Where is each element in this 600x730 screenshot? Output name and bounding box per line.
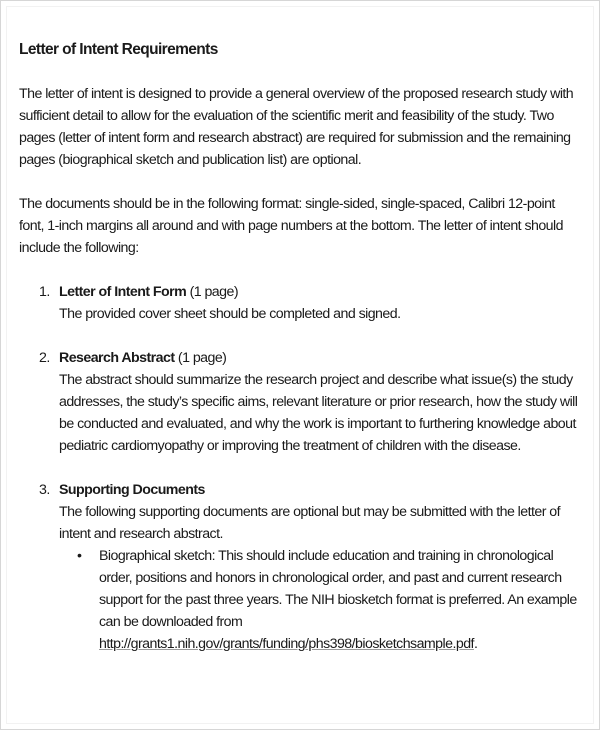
- supporting-documents-list: [59, 545, 579, 655]
- bullet-trailing: .: [473, 636, 478, 652]
- bullet-icon: •: [77, 548, 82, 564]
- item-heading: Letter of Intent Form: [59, 284, 187, 300]
- item-heading: Research Abstract: [59, 350, 175, 366]
- biosketch-sample-link[interactable]: http://grants1.nih.gov/grants/funding/phs398/biosketchsample.pdf: [99, 636, 474, 652]
- item-heading-line: [59, 347, 579, 369]
- item-number: 1.: [39, 284, 50, 300]
- item-heading: Supporting Documents: [59, 482, 205, 498]
- item-suffix: (1 page): [174, 350, 227, 366]
- document-title: Letter of Intent Requirements: [19, 41, 218, 58]
- item-body: The provided cover sheet should be completed and signed.: [59, 306, 401, 322]
- item-number: 2.: [39, 350, 50, 366]
- item-body: The abstract should summarize the research project and describe what issue(s) the study addresses, the study’s specific aims, relevant literature or prior research, how the study will be conducted and evaluated, and why the work is important to furthering knowledge about pediatric cardiomyopathy or improving the treatment of children with the disease.: [59, 372, 578, 454]
- item-number: 3.: [39, 482, 50, 498]
- item-suffix: (1 page): [186, 284, 239, 300]
- requirement-item-1: [19, 281, 579, 325]
- item-heading-line: [59, 281, 579, 303]
- bullet-text: Biographical sketch: This should include education and training in chronological order, positions and honors in chronological order, and past and current research support for the past three years. The NIH biosketch format is preferred. An example can be downloaded from: [99, 548, 577, 630]
- requirement-item-2: [19, 347, 579, 457]
- requirement-item-3: [19, 479, 579, 655]
- item-heading-line: [59, 479, 579, 501]
- document-content: [19, 39, 579, 677]
- bullet-biographical-sketch: [59, 545, 579, 655]
- requirements-list: [19, 281, 579, 655]
- format-paragraph: The documents should be in the following format: single-sided, single-spaced, Calibri 12-point font, 1-inch margins all around and with page numbers at the bottom. The letter of intent should include the following:: [19, 196, 563, 256]
- item-body: The following supporting documents are optional but may be submitted with the letter of intent and research abstract.: [59, 504, 561, 542]
- intro-paragraph: The letter of intent is designed to provide a general overview of the proposed research study with sufficient detail to allow for the evaluation of the scientific merit and feasibility of the study. Two pages (letter of intent form and research abstract) are required for submission and the remaining pages (biographical sketch and publication list) are optional.: [19, 86, 574, 168]
